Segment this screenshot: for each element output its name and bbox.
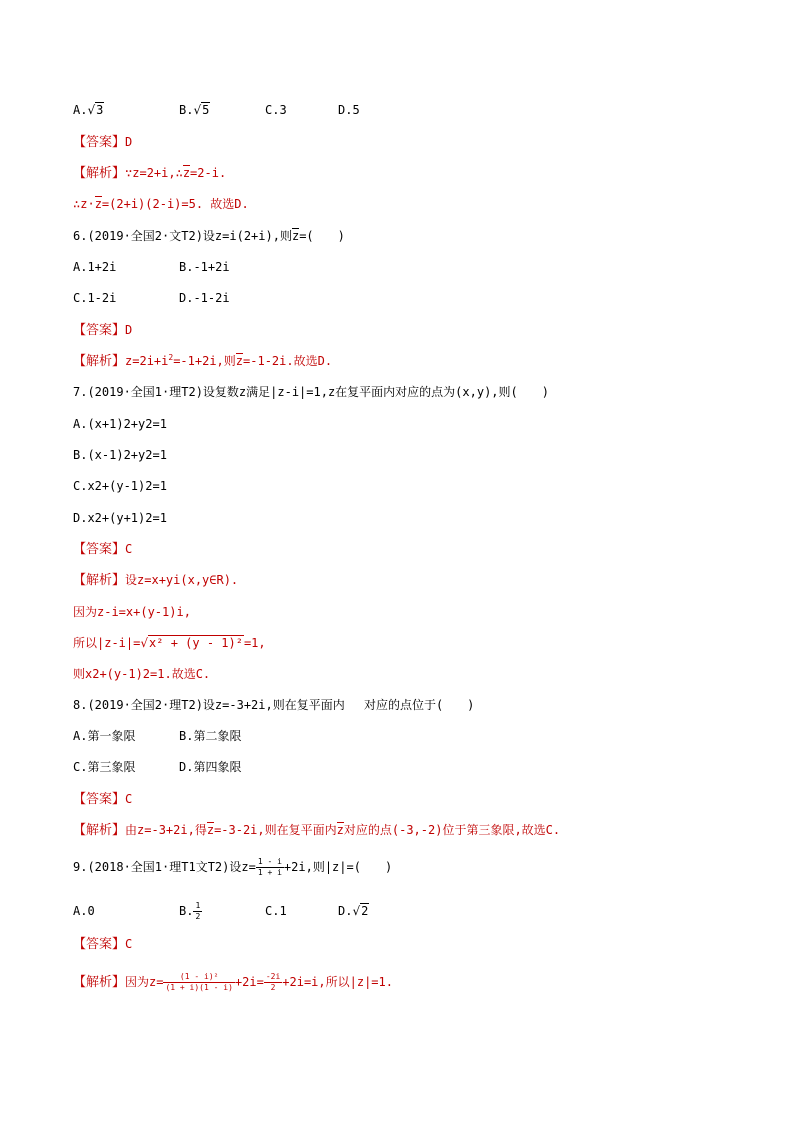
q8-option-c: C.第三象限 [73, 760, 136, 774]
q5-analysis-line-2: ∴z·z=(2+i)(2-i)=5. 故选D. [73, 197, 249, 211]
q8-options-row-2 [73, 759, 241, 775]
q7-analysis-line-2: 因为z-i=x+(y-1)i, [73, 605, 191, 619]
q8-options-row-1 [73, 728, 241, 744]
q7-analysis-line-4: 则x2+(y-1)2=1.故选C. [73, 667, 211, 681]
q9-analysis: 【解析】因为z= $\frac{\text{(1 - i)²}}{(1 + i)(1 - i)}$ +2i= $\frac{-2i}{2}$ +2i=i,所以|z|=1. [73, 972, 393, 992]
q6-analysis: 【解析】$z=2i+i^2=-1+2i$,则z=-1-2i.故选D. [73, 353, 333, 369]
q5-option-c: C.3 [265, 103, 287, 117]
sqrt-symbol: √2 [352, 904, 369, 918]
q6-options-row-2 [73, 290, 230, 306]
q9-option-b: B. $\frac{1}{2}$ [179, 901, 201, 921]
q8-stem: 8.(2019·全国2·理T2)设z=-3+2i,则在复平面内 对应的点位于( ) [73, 698, 475, 712]
q5-answer: 【答案】D [73, 135, 133, 150]
sqrt-symbol: √3 [87, 103, 104, 117]
q9-answer: 【答案】C [73, 937, 133, 952]
q8-analysis: 【解析】由z=-3+2i,得z=-3-2i,则在复平面内z对应的点(-3,-2)位于第三象限,故选C. [73, 823, 561, 838]
q9-option-a: A.0 [73, 904, 95, 918]
q8-option-d: D.第四象限 [179, 760, 242, 774]
q8-answer: 【答案】C [73, 792, 133, 807]
q6-option-d: D.-1-2i [179, 291, 230, 305]
q6-option-c: C.1-2i [73, 291, 117, 305]
q5-analysis-line-1: 【解析】∵z=2+i,∴z=2-i. [73, 166, 227, 181]
q9-option-c: C.1 [265, 904, 287, 918]
q5-options [73, 102, 360, 118]
q5-option-a: A.√3 [73, 103, 104, 117]
q5-option-b: B.√5 [179, 103, 210, 117]
q8-option-b: B.第二象限 [179, 729, 242, 743]
q6-option-b: B.-1+2i [179, 260, 230, 274]
fraction: $\frac{1 - i}{1 + i}$ [257, 857, 282, 877]
q8-option-a: A.第一象限 [73, 729, 136, 743]
fraction: $\frac{\text{(1 - i)²}}{(1 + i)(1 - i)}$ [165, 972, 233, 992]
q7-answer: 【答案】C [73, 542, 133, 557]
q9-stem: 9.(2018·全国1·理T1文T2)设z= $\frac{1 - i}{1 + i}$ +2i,则|z|=( ) [73, 857, 393, 877]
q7-option-d: D.x2+(y+1)2=1 [73, 511, 167, 525]
q7-analysis-line-3: 所以|z-i|=√x² + (y - 1)²=1, [73, 636, 266, 650]
fraction: $\frac{-2i}{2}$ [265, 972, 281, 992]
q6-options-row-1 [73, 259, 230, 275]
q7-stem: 7.(2019·全国1·理T2)设复数z满足|z-i|=1,z在复平面内对应的点为(x,y),则( ) [73, 385, 549, 399]
q9-options [73, 901, 369, 922]
q7-option-c: C.x2+(y-1)2=1 [73, 479, 167, 493]
q7-analysis-line-1: 【解析】设z=x+yi(x,y∈R). [73, 573, 239, 588]
q5-option-d: D.5 [338, 103, 360, 117]
q9-option-d: D.√2 [338, 904, 369, 918]
q6-option-a: A.1+2i [73, 260, 117, 274]
sqrt-symbol: √5 [193, 103, 210, 117]
q6-answer: 【答案】D [73, 323, 133, 338]
q6-stem: 6.(2019·全国2·文T2)设z=i(2+i),则z=( ) [73, 229, 345, 243]
q7-option-b: B.(x-1)2+y2=1 [73, 448, 167, 462]
q7-option-a: A.(x+1)2+y2=1 [73, 417, 167, 431]
sqrt-symbol: √x² + (y - 1)² [140, 636, 243, 650]
fraction: $\frac{1}{2}$ [195, 901, 201, 921]
